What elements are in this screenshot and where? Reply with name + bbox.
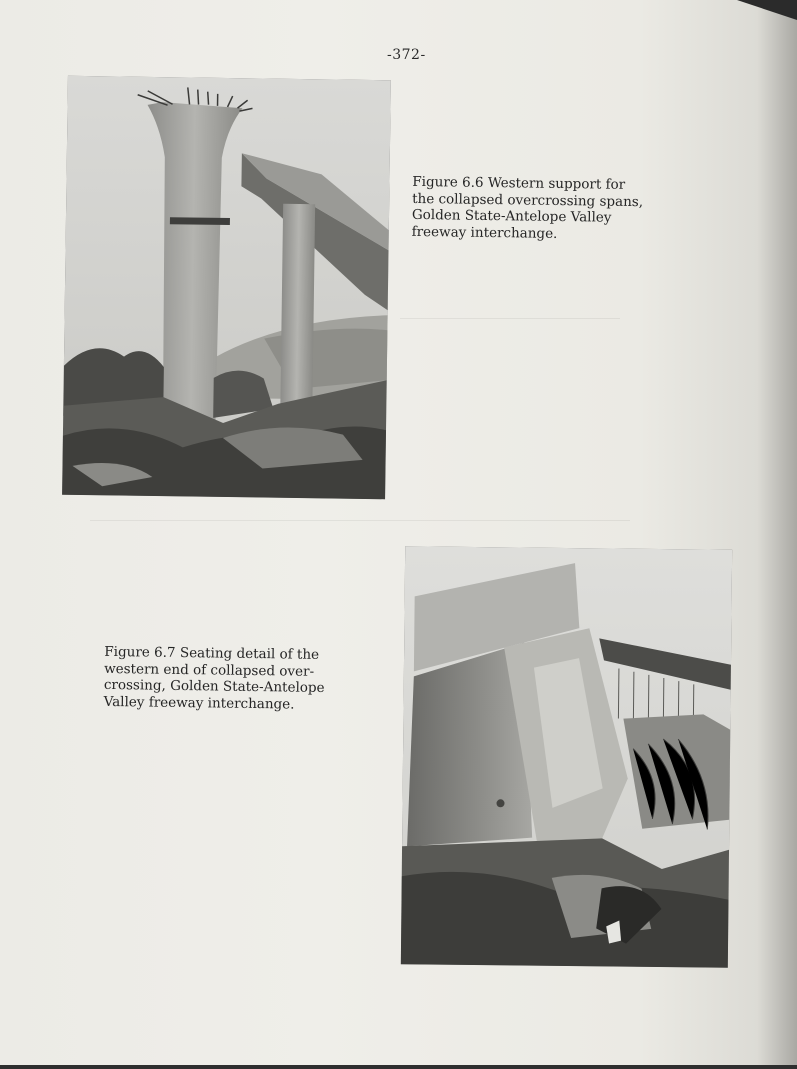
page-number: -372- <box>387 47 426 63</box>
figure-6-7-caption: Figure 6.7 Seating detail of the western end of collapsed over- crossing, Golden State-Antelope Valley freeway interchange. <box>103 643 325 713</box>
figure-6-6-photo <box>62 76 391 499</box>
bleed-through-line <box>90 520 630 521</box>
figure-6-6-caption: Figure 6.6 Western support for the collapsed overcrossing spans, Golden State-Antelope Valley freeway interchange. <box>411 173 644 242</box>
page-bottom-edge <box>0 1065 797 1069</box>
page-corner-shadow <box>737 0 797 20</box>
bleed-through-line <box>400 318 620 319</box>
figure-6-7-photo <box>401 546 732 967</box>
